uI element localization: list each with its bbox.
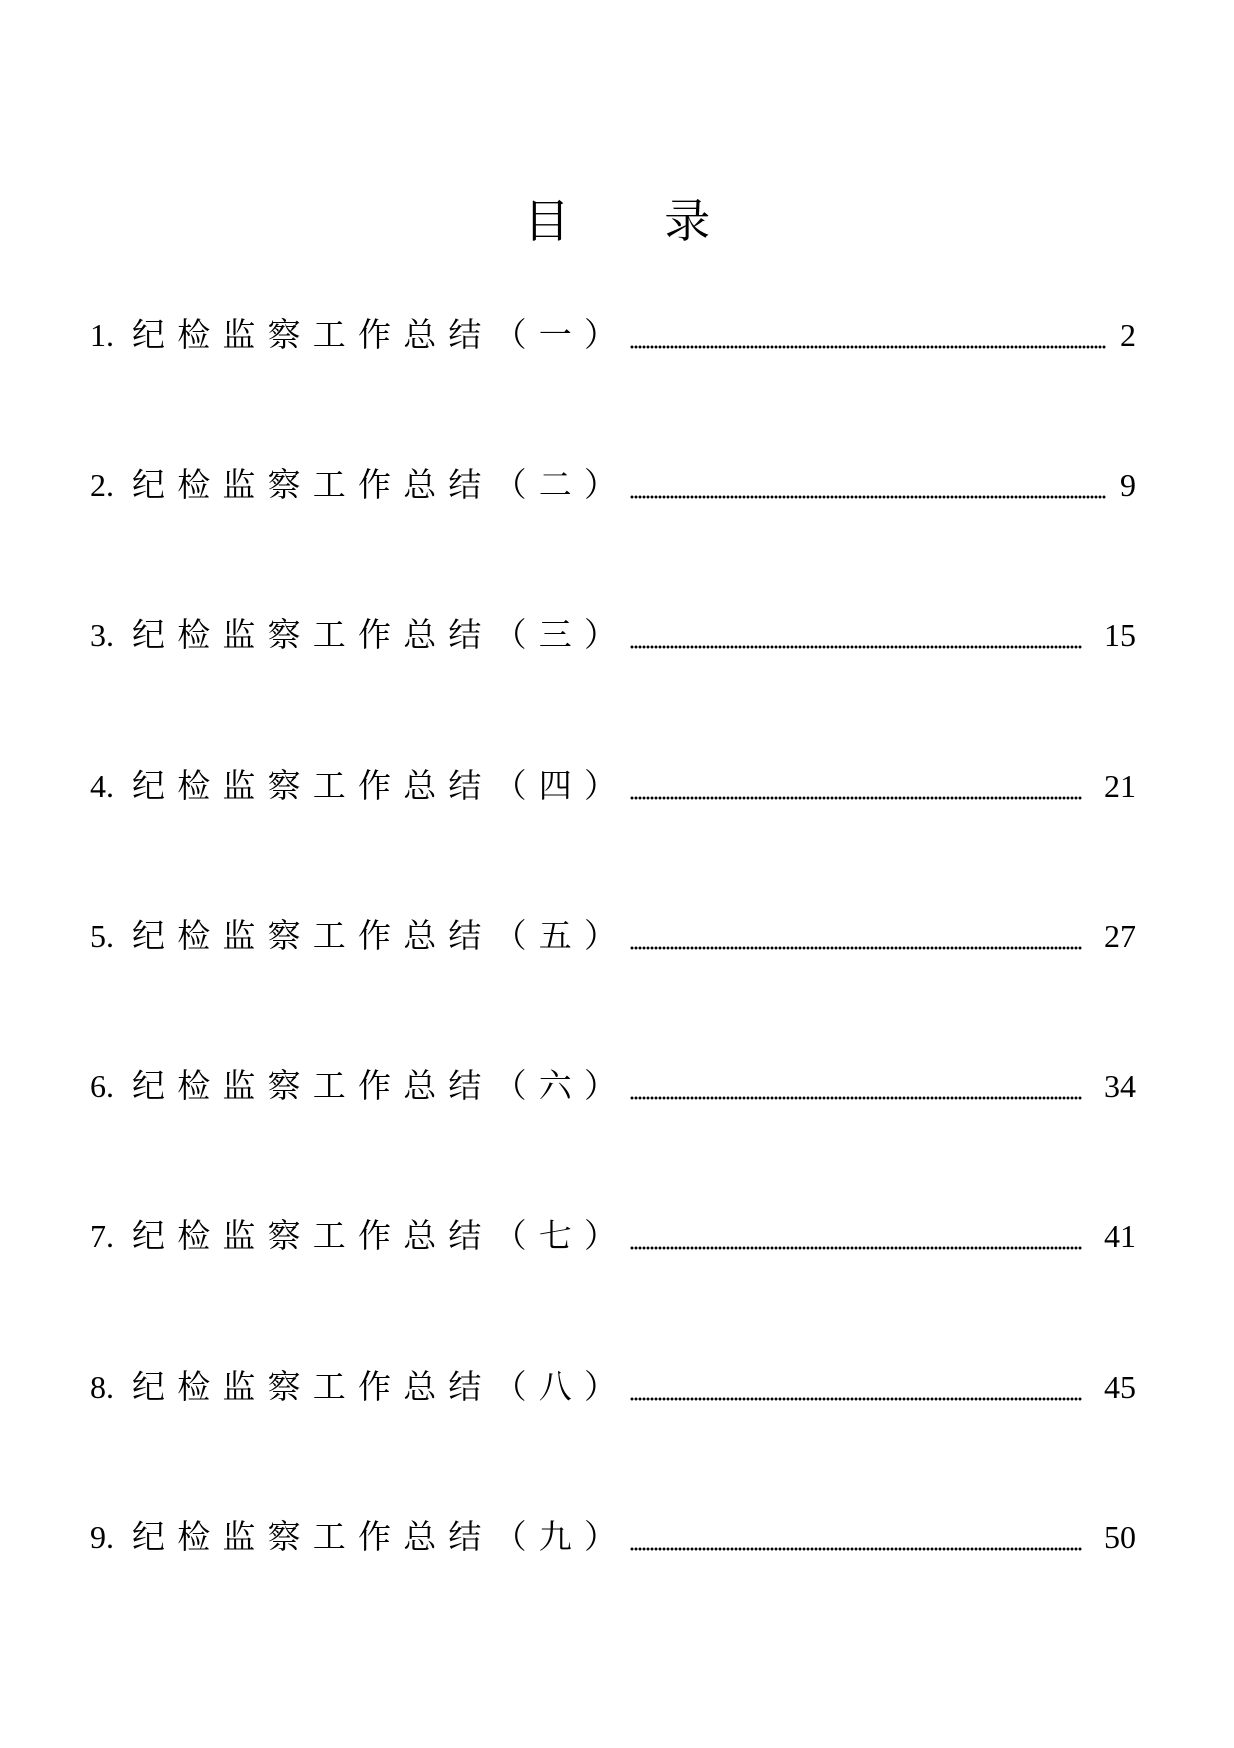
toc-entry-page: 9 <box>1120 467 1136 503</box>
toc-dot-leader <box>630 1547 1082 1551</box>
toc-entry[interactable] <box>90 465 1144 505</box>
toc-entry-number: 6. <box>90 1068 114 1104</box>
toc-entry[interactable] <box>90 1066 1144 1106</box>
toc-entry-title: 纪检监察工作总结（六） <box>132 1066 630 1105</box>
toc-entry-page: 15 <box>1104 617 1136 653</box>
toc-entry-title: 纪检监察工作总结（九） <box>132 1517 630 1556</box>
toc-entry-page: 50 <box>1104 1519 1136 1555</box>
toc-dot-leader <box>630 495 1106 499</box>
toc-entry-title: 纪检监察工作总结（八） <box>132 1367 630 1406</box>
toc-entry[interactable] <box>90 766 1144 806</box>
toc-entry-title: 纪检监察工作总结（三） <box>132 615 630 654</box>
toc-entry-number: 4. <box>90 768 114 804</box>
toc-dot-leader <box>630 1397 1082 1401</box>
toc-dot-leader <box>630 796 1082 800</box>
toc-dot-leader <box>630 1246 1082 1250</box>
toc-entry-number: 8. <box>90 1369 114 1405</box>
toc-entry-page: 2 <box>1120 317 1136 353</box>
toc-entry[interactable] <box>90 916 1144 956</box>
toc-entry-number: 2. <box>90 467 114 503</box>
toc-entry-number: 1. <box>90 317 114 353</box>
toc-entry-page: 27 <box>1104 918 1136 954</box>
toc-entry-page: 34 <box>1104 1068 1136 1104</box>
toc-entry-number: 7. <box>90 1218 114 1254</box>
toc-entry-number: 3. <box>90 617 114 653</box>
toc-entry-number: 5. <box>90 918 114 954</box>
toc-dot-leader <box>630 345 1106 349</box>
toc-entry[interactable] <box>90 1367 1144 1407</box>
toc-entry-number: 9. <box>90 1519 114 1555</box>
toc-title: 目 录 <box>523 194 751 248</box>
toc-entry[interactable] <box>90 615 1144 655</box>
toc-dot-leader <box>630 946 1082 950</box>
toc-entry-page: 21 <box>1104 768 1136 804</box>
toc-entry-title: 纪检监察工作总结（四） <box>132 766 630 805</box>
toc-dot-leader <box>630 1096 1082 1100</box>
toc-entry-title: 纪检监察工作总结（一） <box>132 315 630 354</box>
toc-entry[interactable] <box>90 1216 1144 1256</box>
toc-entry-title: 纪检监察工作总结（七） <box>132 1216 630 1255</box>
toc-entry-title: 纪检监察工作总结（二） <box>132 465 630 504</box>
toc-entry-title: 纪检监察工作总结（五） <box>132 916 630 955</box>
toc-entry-page: 41 <box>1104 1218 1136 1254</box>
toc-dot-leader <box>630 645 1082 649</box>
toc-entry[interactable] <box>90 315 1144 355</box>
toc-entry[interactable] <box>90 1517 1144 1557</box>
toc-entry-page: 45 <box>1104 1369 1136 1405</box>
